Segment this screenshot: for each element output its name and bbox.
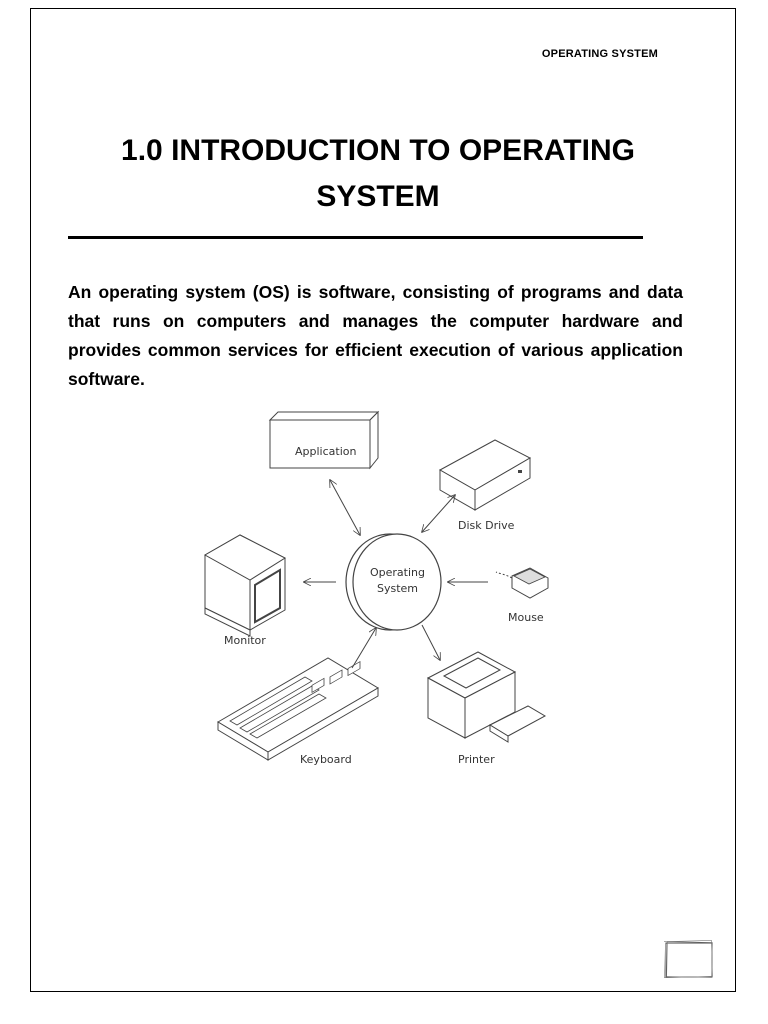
arrow-os-printer: [422, 625, 440, 660]
keyboard-icon: [218, 658, 378, 760]
disk-drive-icon: [440, 440, 530, 510]
title-rule: [68, 236, 643, 239]
monitor-icon: [205, 535, 285, 636]
printer-icon: [428, 652, 545, 742]
intro-paragraph: An operating system (OS) is software, consisting of programs and data that runs on computers and manages the computer hardware and provides common services for efficient execution of various application software.: [68, 282, 683, 389]
page-number-box-icon: [664, 940, 714, 980]
os-label-line1: Operating: [370, 566, 425, 579]
os-label-line2: System: [377, 582, 419, 595]
running-header: OPERATING SYSTEM: [541, 48, 658, 60]
application-label: Application: [295, 445, 357, 458]
os-diagram: [200, 410, 570, 770]
chapter-title: 1.0 INTRODUCTION TO OPERATING SYSTEM: [121, 134, 635, 213]
arrow-disk-os: [422, 495, 455, 532]
application-box-icon: [270, 412, 378, 468]
printer-label: Printer: [458, 753, 495, 766]
arrow-keyboard-os: [352, 628, 376, 668]
arrow-application-os: [330, 480, 360, 535]
monitor-label: Monitor: [224, 634, 266, 647]
mouse-icon: [496, 568, 548, 598]
disk-drive-label: Disk Drive: [458, 519, 515, 532]
keyboard-label: Keyboard: [300, 753, 352, 766]
mouse-label: Mouse: [508, 611, 544, 624]
